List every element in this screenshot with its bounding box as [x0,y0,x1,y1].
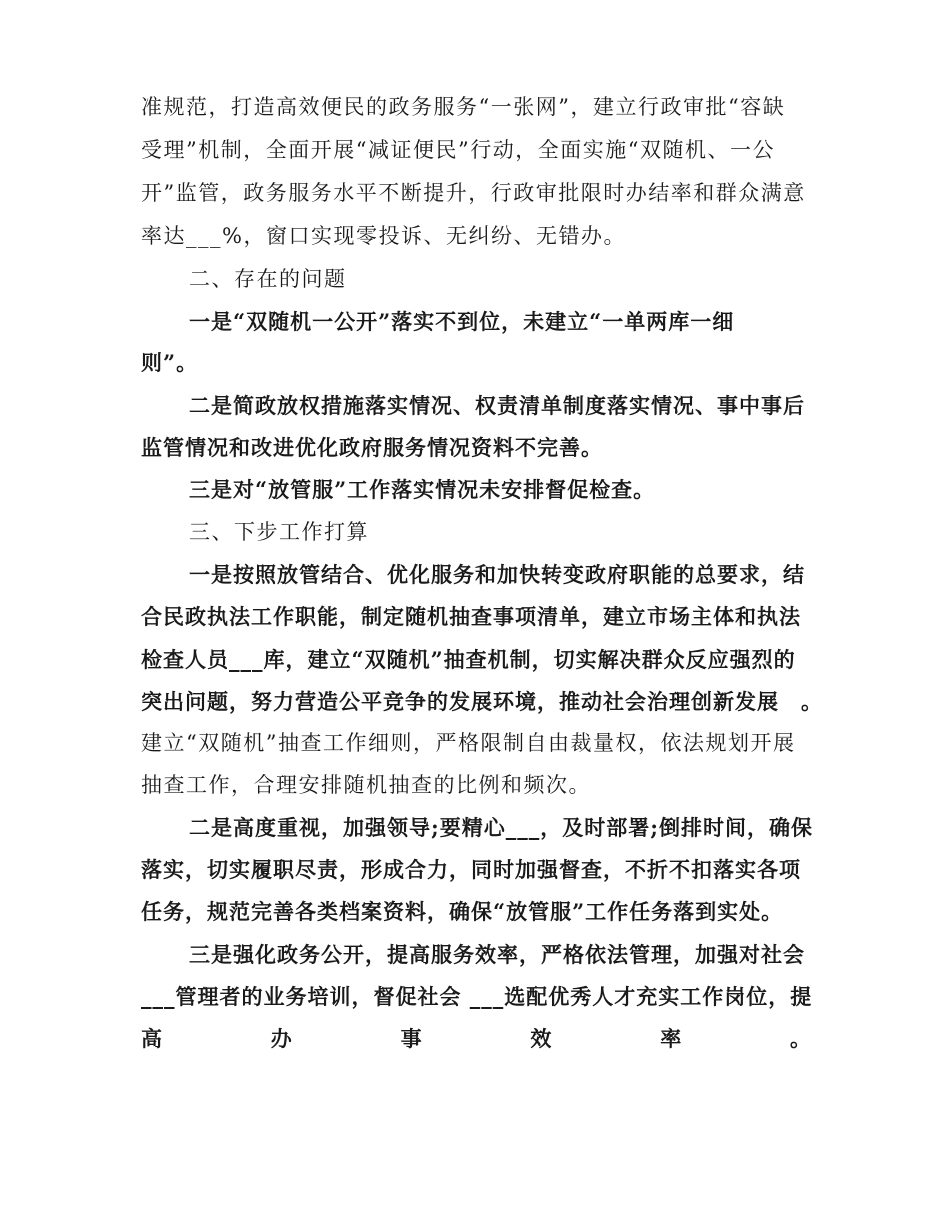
text-line: 二是简政放权措施落实情况、权责清单制度落实情况、事中事后 [189,393,805,418]
text-line: 则”。 [141,350,199,375]
section-heading: 三、下步工作打算 [189,520,369,544]
spread-char: 效 [530,1026,552,1051]
section-heading: 二、存在的问题 [189,267,347,291]
text-line: 抽查工作，合理安排随机抽查的比例和频次。 [141,773,591,797]
text-line: 受理”机制，全面开展“减证便民”行动，全面实施“双随机、一公 [141,138,775,162]
text-line: 三是对“放管服”工作落实情况未安排督促检查。 [189,477,656,502]
text-line: 突出问题，努力营造公平竞争的发展环境，推动社会治理创新发展 。 [141,689,823,714]
text-line: 落实，切实履职尽责，形成合力，同时加强督查，不折不扣落实各项 [141,857,801,882]
text-line: 监管情况和改进优化政府服务情况资料不完善。 [141,435,603,460]
spread-char: 高 [141,1026,162,1051]
spread-char: 事 [400,1026,422,1051]
text-line: 率达___%，窗口实现零投诉、无纠纷、无错办。 [141,224,626,248]
text-line: 准规范，打造高效便民的政务服务“一张网”，建立行政审批“容缺 [141,95,786,119]
spread-char: 办 [270,1026,292,1051]
text-line: 合民政执法工作职能，制定随机抽查事项清单，建立市场主体和执法 [141,604,801,629]
text-line: 一是“双随机一公开”落实不到位，未建立“一单两库一细 [189,309,735,334]
text-line: 任务，规范完善各类档案资料，确保“放管服”工作任务落到实处。 [141,899,784,924]
text-line: 一是按照放管结合、优化服务和加快转变政府职能的总要求，结 [189,562,805,587]
spread-char: 率 [660,1026,682,1051]
text-line: 二是高度重视，加强领导;要精心___，及时部署;倒排时间，确保 [189,815,814,840]
spread-text-line [141,1024,811,1054]
text-line: 开”监管，政务服务水平不断提升，行政审批限时办结率和群众满意 [141,181,806,205]
text-line: ___管理者的业务培训，督促社会 ___选配优秀人才充实工作岗位，提 [141,984,813,1009]
spread-char: 。 [789,1026,811,1051]
text-line: 建立“双随机”抽查工作细则，严格限制自由裁量权，依法规划开展 [141,731,796,755]
text-line: 检查人员___库，建立“双随机”抽查机制，切实解决群众反应强烈的 [141,647,796,672]
text-line: 三是强化政务公开，提高服务效率，严格依法管理，加强对社会 [189,942,805,967]
